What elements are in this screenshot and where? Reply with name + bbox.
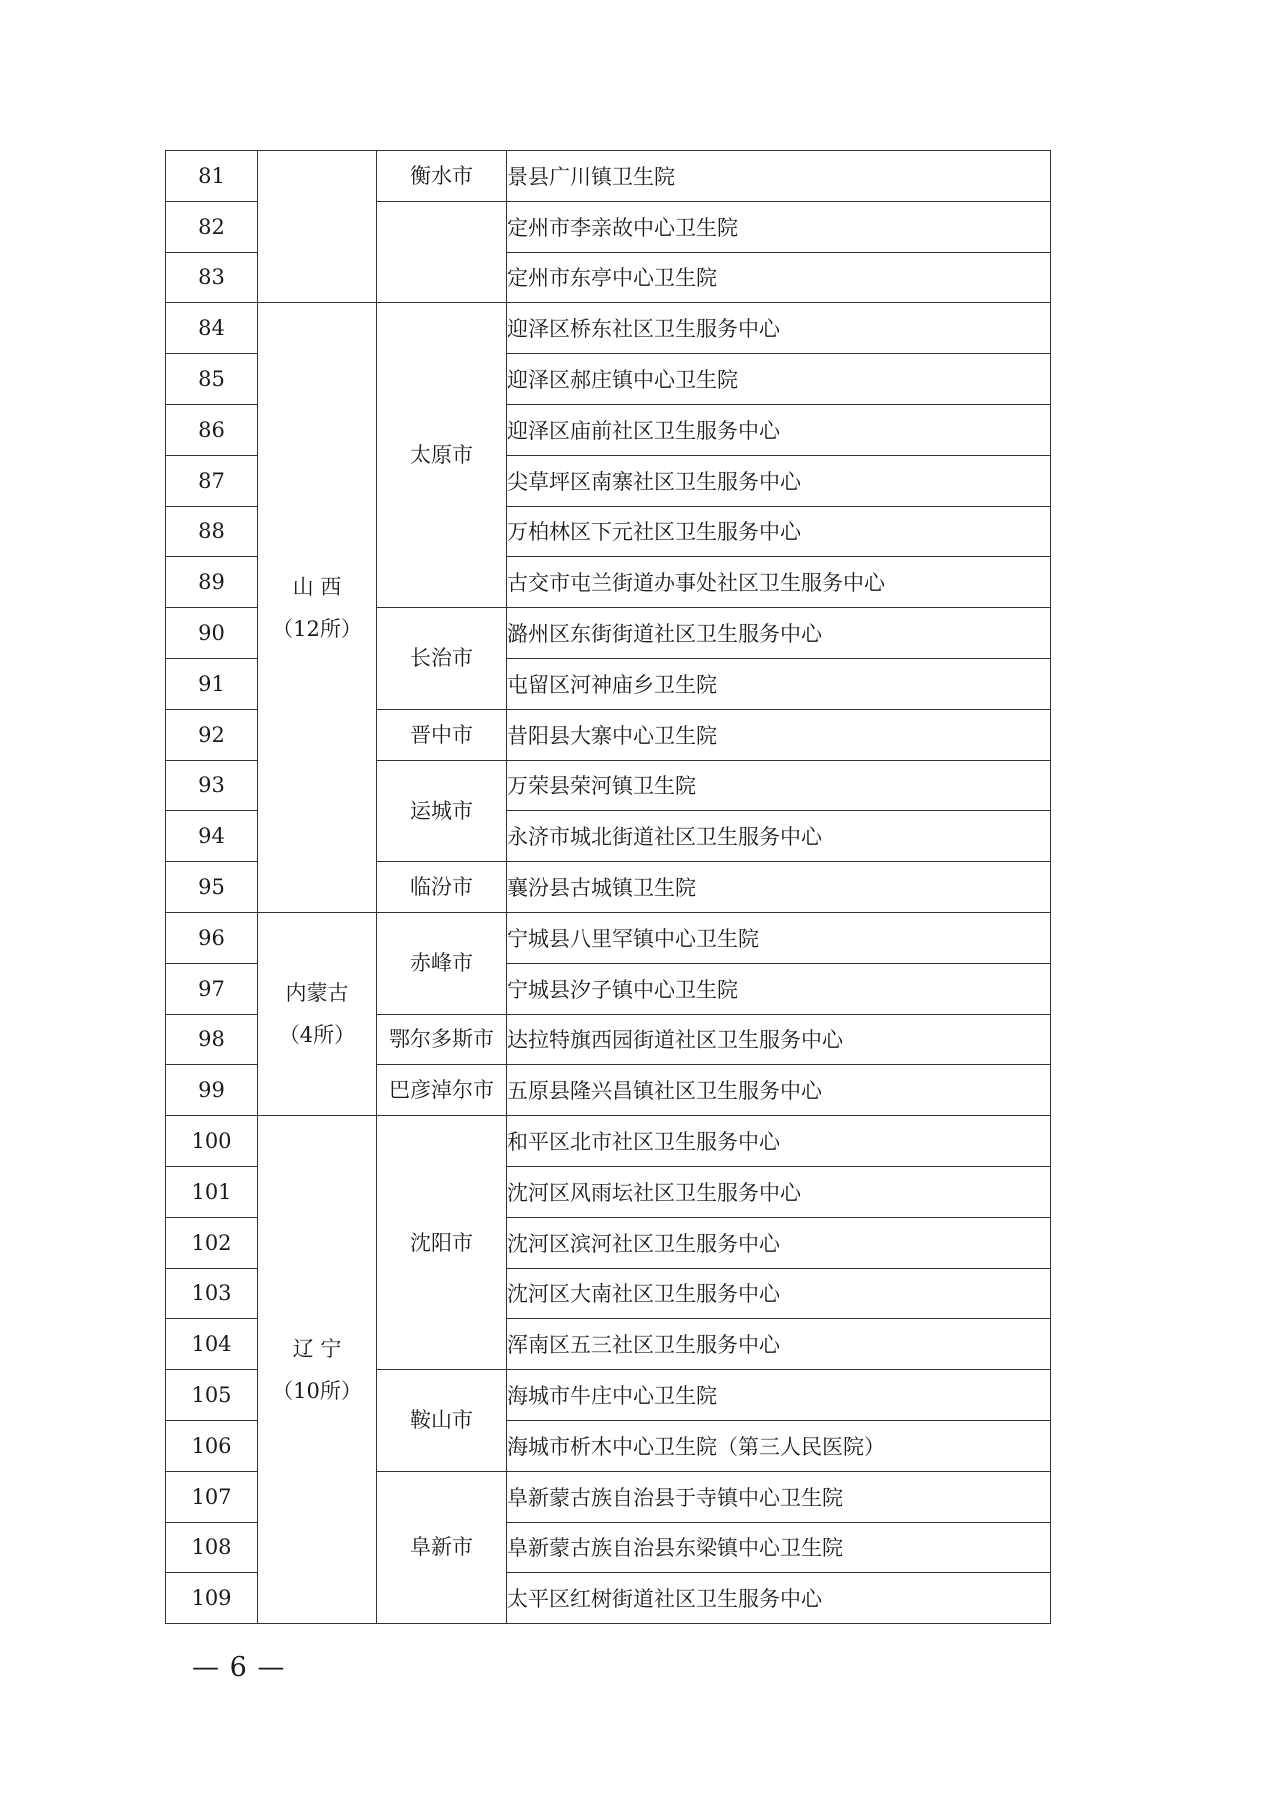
table-row: [166, 912, 1051, 963]
institution-name: 襄汾县古城镇卫生院: [507, 862, 1051, 913]
institution-name: 迎泽区郝庄镇中心卫生院: [507, 354, 1051, 405]
province-cell: [258, 1116, 377, 1624]
province-count: （12所）: [272, 616, 362, 641]
institution-name: 沈河区风雨坛社区卫生服务中心: [507, 1166, 1051, 1217]
row-number: 98: [166, 1014, 258, 1065]
institution-name: 景县广川镇卫生院: [507, 151, 1051, 202]
institution-name: 和平区北市社区卫生服务中心: [507, 1116, 1051, 1167]
province-name: 山 西: [292, 574, 342, 599]
institution-name: 潞州区东街街道社区卫生服务中心: [507, 608, 1051, 659]
institution-name: 万柏林区下元社区卫生服务中心: [507, 506, 1051, 557]
row-number: 86: [166, 404, 258, 455]
table-body: [166, 151, 1051, 1624]
institution-name: 迎泽区桥东社区卫生服务中心: [507, 303, 1051, 354]
table-row: [166, 1116, 1051, 1167]
province-cell: [258, 912, 377, 1115]
institution-name: 古交市屯兰街道办事处社区卫生服务中心: [507, 557, 1051, 608]
institution-name: 达拉特旗西园街道社区卫生服务中心: [507, 1014, 1051, 1065]
institution-name: 迎泽区庙前社区卫生服务中心: [507, 404, 1051, 455]
row-number: 96: [166, 912, 258, 963]
row-number: 105: [166, 1370, 258, 1421]
province-name: 内蒙古: [285, 981, 349, 1006]
page-number: — 6 —: [192, 1652, 286, 1683]
institution-table: [165, 150, 1051, 1624]
city-cell: 赤峰市: [377, 912, 507, 1014]
province-count: （10所）: [272, 1378, 362, 1403]
institution-name: 沈河区滨河社区卫生服务中心: [507, 1217, 1051, 1268]
institution-name: 屯留区河神庙乡卫生院: [507, 658, 1051, 709]
institution-name: 万荣县荣河镇卫生院: [507, 760, 1051, 811]
row-number: 81: [166, 151, 258, 202]
row-number: 85: [166, 354, 258, 405]
row-number: 87: [166, 455, 258, 506]
institution-name: 海城市牛庄中心卫生院: [507, 1370, 1051, 1421]
province-cell: [258, 151, 377, 303]
city-cell: 鄂尔多斯市: [377, 1014, 507, 1065]
institution-name: 定州市李亲故中心卫生院: [507, 201, 1051, 252]
row-number: 104: [166, 1319, 258, 1370]
row-number: 97: [166, 963, 258, 1014]
institution-name: 阜新蒙古族自治县东梁镇中心卫生院: [507, 1522, 1051, 1573]
city-cell: 太原市: [377, 303, 507, 608]
row-number: 101: [166, 1166, 258, 1217]
institution-name: 太平区红树街道社区卫生服务中心: [507, 1573, 1051, 1624]
institution-name: 浑南区五三社区卫生服务中心: [507, 1319, 1051, 1370]
row-number: 102: [166, 1217, 258, 1268]
institution-name: 宁城县汐子镇中心卫生院: [507, 963, 1051, 1014]
city-cell: [377, 201, 507, 303]
row-number: 92: [166, 709, 258, 760]
row-number: 90: [166, 608, 258, 659]
city-cell: 长治市: [377, 608, 507, 710]
row-number: 88: [166, 506, 258, 557]
city-cell: 鞍山市: [377, 1370, 507, 1472]
row-number: 93: [166, 760, 258, 811]
institution-name: 海城市析木中心卫生院（第三人民医院）: [507, 1420, 1051, 1471]
row-number: 103: [166, 1268, 258, 1319]
city-cell: 阜新市: [377, 1471, 507, 1623]
table-row: [166, 151, 1051, 202]
row-number: 99: [166, 1065, 258, 1116]
institution-name: 沈河区大南社区卫生服务中心: [507, 1268, 1051, 1319]
institution-name: 宁城县八里罕镇中心卫生院: [507, 912, 1051, 963]
institution-name: 永济市城北街道社区卫生服务中心: [507, 811, 1051, 862]
row-number: 91: [166, 658, 258, 709]
institution-name: 五原县隆兴昌镇社区卫生服务中心: [507, 1065, 1051, 1116]
city-cell: 巴彦淖尔市: [377, 1065, 507, 1116]
row-number: 84: [166, 303, 258, 354]
row-number: 94: [166, 811, 258, 862]
row-number: 89: [166, 557, 258, 608]
province-count: （4所）: [278, 1023, 356, 1048]
row-number: 108: [166, 1522, 258, 1573]
row-number: 106: [166, 1420, 258, 1471]
city-cell: 晋中市: [377, 709, 507, 760]
row-number: 100: [166, 1116, 258, 1167]
row-number: 109: [166, 1573, 258, 1624]
city-cell: 沈阳市: [377, 1116, 507, 1370]
row-number: 83: [166, 252, 258, 303]
table-row: [166, 303, 1051, 354]
city-cell: 运城市: [377, 760, 507, 862]
row-number: 82: [166, 201, 258, 252]
row-number: 95: [166, 862, 258, 913]
institution-name: 尖草坪区南寨社区卫生服务中心: [507, 455, 1051, 506]
institution-name: 阜新蒙古族自治县于寺镇中心卫生院: [507, 1471, 1051, 1522]
institution-name: 定州市东亭中心卫生院: [507, 252, 1051, 303]
province-name: 辽 宁: [292, 1336, 342, 1361]
row-number: 107: [166, 1471, 258, 1522]
city-cell: 临汾市: [377, 862, 507, 913]
city-cell: 衡水市: [377, 151, 507, 202]
province-cell: [258, 303, 377, 913]
institution-name: 昔阳县大寨中心卫生院: [507, 709, 1051, 760]
